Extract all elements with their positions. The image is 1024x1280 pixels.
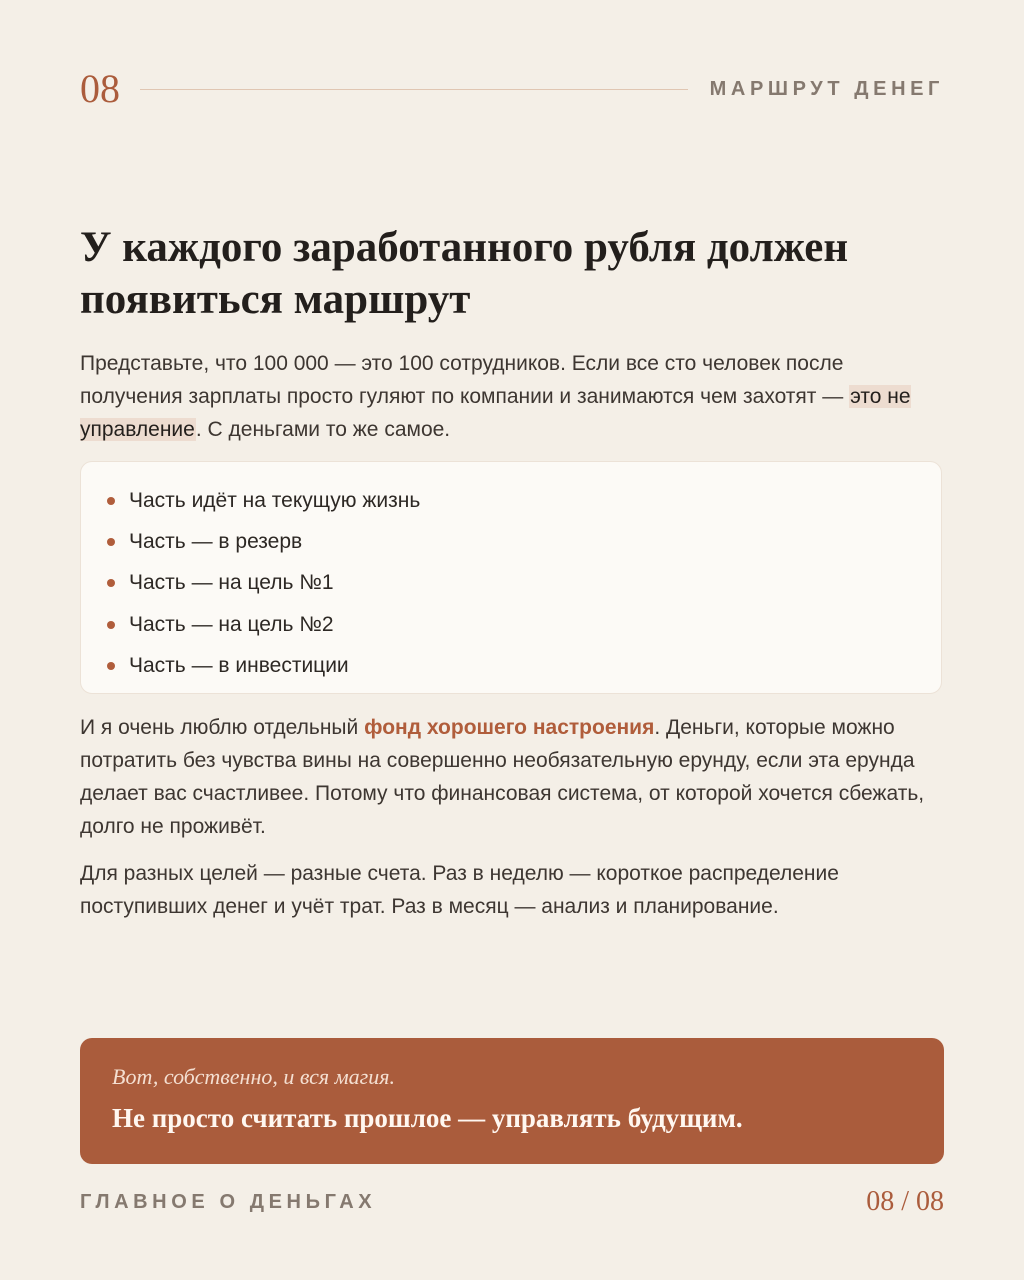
bullet-icon bbox=[107, 538, 115, 546]
fun-fund-paragraph bbox=[80, 711, 944, 843]
quote-card bbox=[80, 1038, 944, 1164]
fun-fund-text: И я очень люблю отдельный bbox=[80, 716, 365, 739]
footer-label: ГЛАВНОЕ О ДЕНЬГАХ bbox=[80, 1190, 377, 1213]
list-item bbox=[107, 646, 941, 687]
quote-lead: Вот, собственно, и вся магия. bbox=[112, 1064, 395, 1089]
page-header bbox=[80, 66, 944, 112]
intro-text: Представьте, что 100 000 — это 100 сотрудников. Если все сто человек после получения зарплаты просто гуляют по компании и занимаются чем захотят — bbox=[80, 352, 850, 408]
intro-text-end: . С деньгами то же самое. bbox=[195, 418, 451, 441]
list-item bbox=[107, 480, 941, 521]
list-item bbox=[107, 604, 941, 645]
fun-fund-text-end: . Деньги, которые можно потратить без чувства вины на совершенно необязательную ерунду, если эта ерунда делает вас счастливее. Потому что финансовая система, от которой хочется сбежать, долго не проживёт. bbox=[80, 716, 925, 838]
page-title: У каждого заработанного рубля должен появиться маршрут bbox=[80, 224, 849, 323]
bullet-icon bbox=[107, 621, 115, 629]
list-item bbox=[107, 563, 941, 604]
list-item-label: Часть — в инвестиции bbox=[129, 654, 349, 678]
bullet-icon bbox=[107, 662, 115, 670]
fun-fund-accent: фонд хорошего настроения bbox=[364, 716, 655, 739]
intro-paragraph bbox=[80, 347, 944, 446]
list-item-label: Часть — в резерв bbox=[129, 530, 303, 554]
routine-paragraph: Для разных целей — разные счета. Раз в неделю — короткое распределение поступивших денег и учёт трат. Раз в месяц — анализ и планирование. bbox=[80, 862, 839, 918]
bullet-icon bbox=[107, 579, 115, 587]
header-divider bbox=[140, 89, 688, 90]
list-item-label: Часть — на цель №1 bbox=[129, 571, 334, 595]
intro-highlight: это не управление bbox=[80, 385, 911, 441]
list-item-label: Часть идёт на текущую жизнь bbox=[129, 488, 421, 512]
page-number: 08 bbox=[80, 66, 120, 111]
quote-main: Не просто считать прошлое — управлять будущим. bbox=[112, 1103, 743, 1133]
section-label: МАРШРУТ ДЕНЕГ bbox=[709, 77, 944, 100]
allocation-list bbox=[107, 480, 941, 687]
list-item bbox=[107, 521, 941, 562]
page-footer bbox=[80, 1184, 944, 1220]
allocation-card bbox=[80, 461, 942, 694]
bullet-icon bbox=[107, 497, 115, 505]
list-item-label: Часть — на цель №2 bbox=[129, 612, 334, 636]
page-counter: 08 / 08 bbox=[866, 1186, 944, 1217]
